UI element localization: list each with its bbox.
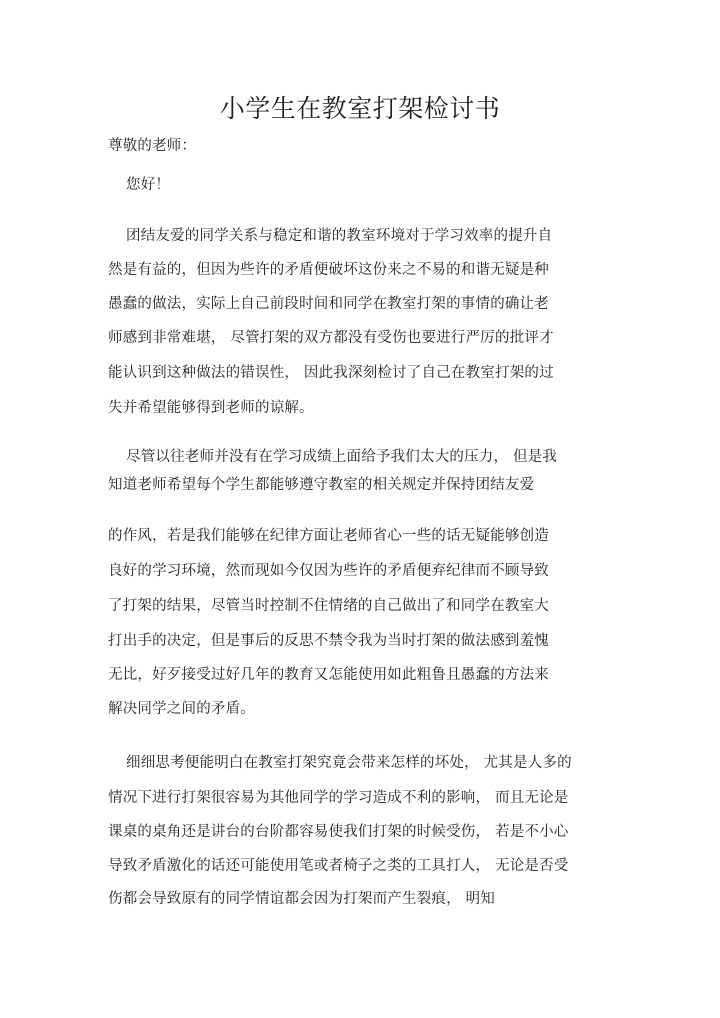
paragraph-line: 无比，好歹接受过好几年的教育又怎能使用如此粗鲁且愚蠢的方法来 [108, 667, 549, 683]
paragraph-line: 失并希望能够得到老师的谅解。 [108, 400, 314, 416]
paragraph-line: 伤都会导致原有的同学情谊都会因为打架而产生裂痕， 明知 [108, 891, 496, 907]
paragraph-line: 良好的学习环境，然而现如今仅因为些许的矛盾便弃纪律而不顾导致 [108, 563, 549, 579]
salutation: 尊敬的老师： [108, 138, 197, 154]
paragraph-line: 课桌的桌角还是讲台的台阶都容易使我们打架的时候受伤， 若是不小心 [108, 824, 569, 840]
paragraph-line: 了打架的结果，尽管当时控制不住情绪的自己做出了和同学在教室大 [108, 598, 549, 614]
paragraph-line: 愚蠢的做法，实际上自己前段时间和同学在教室打架的事情的确让老 [108, 296, 549, 312]
paragraph-line: 的作风，若是我们能够在纪律方面让老师省心一些的话无疑能够创造 [108, 528, 549, 544]
paragraph-line: 导致矛盾激化的话还可能使用笔或者椅子之类的工具打人， 无论是否受 [108, 858, 569, 874]
paragraph-line: 尽管以往老师并没有在学习成绩上面给予我们太大的压力， 但是我 [126, 449, 558, 465]
paragraph-line: 细细思考便能明白在教室打架究竟会带来怎样的坏处， 尤其是人多的 [126, 755, 572, 771]
document-title: 小学生在教室打架检讨书 [219, 94, 501, 123]
paragraph-line: 师感到非常难堪， 尽管打架的双方都没有受伤也要进行严厉的批评才 [108, 330, 554, 346]
paragraph-line: 知道老师希望每个学生都能够遵守教室的相关规定并保持团结友爱 [108, 477, 535, 493]
paragraph-line: 情况下进行打架很容易为其他同学的学习造成不利的影响， 而且无论是 [108, 790, 569, 806]
paragraph-line: 解决同学之间的矛盾。 [108, 701, 255, 717]
paragraph-line: 能认识到这种做法的错误性， 因此我深刻检讨了自己在教室打架的过 [108, 365, 554, 381]
greeting: 您好！ [126, 177, 171, 193]
paragraph-line: 然是有益的，但因为些许的矛盾便破坏这份来之不易的和谐无疑是种 [108, 262, 549, 278]
paragraph-line: 团结友爱的同学关系与稳定和谐的教室环境对于学习效率的提升自 [126, 228, 553, 244]
paragraph-line: 打出手的决定，但是事后的反思不禁令我为当时打架的做法感到羞愧 [108, 633, 549, 649]
